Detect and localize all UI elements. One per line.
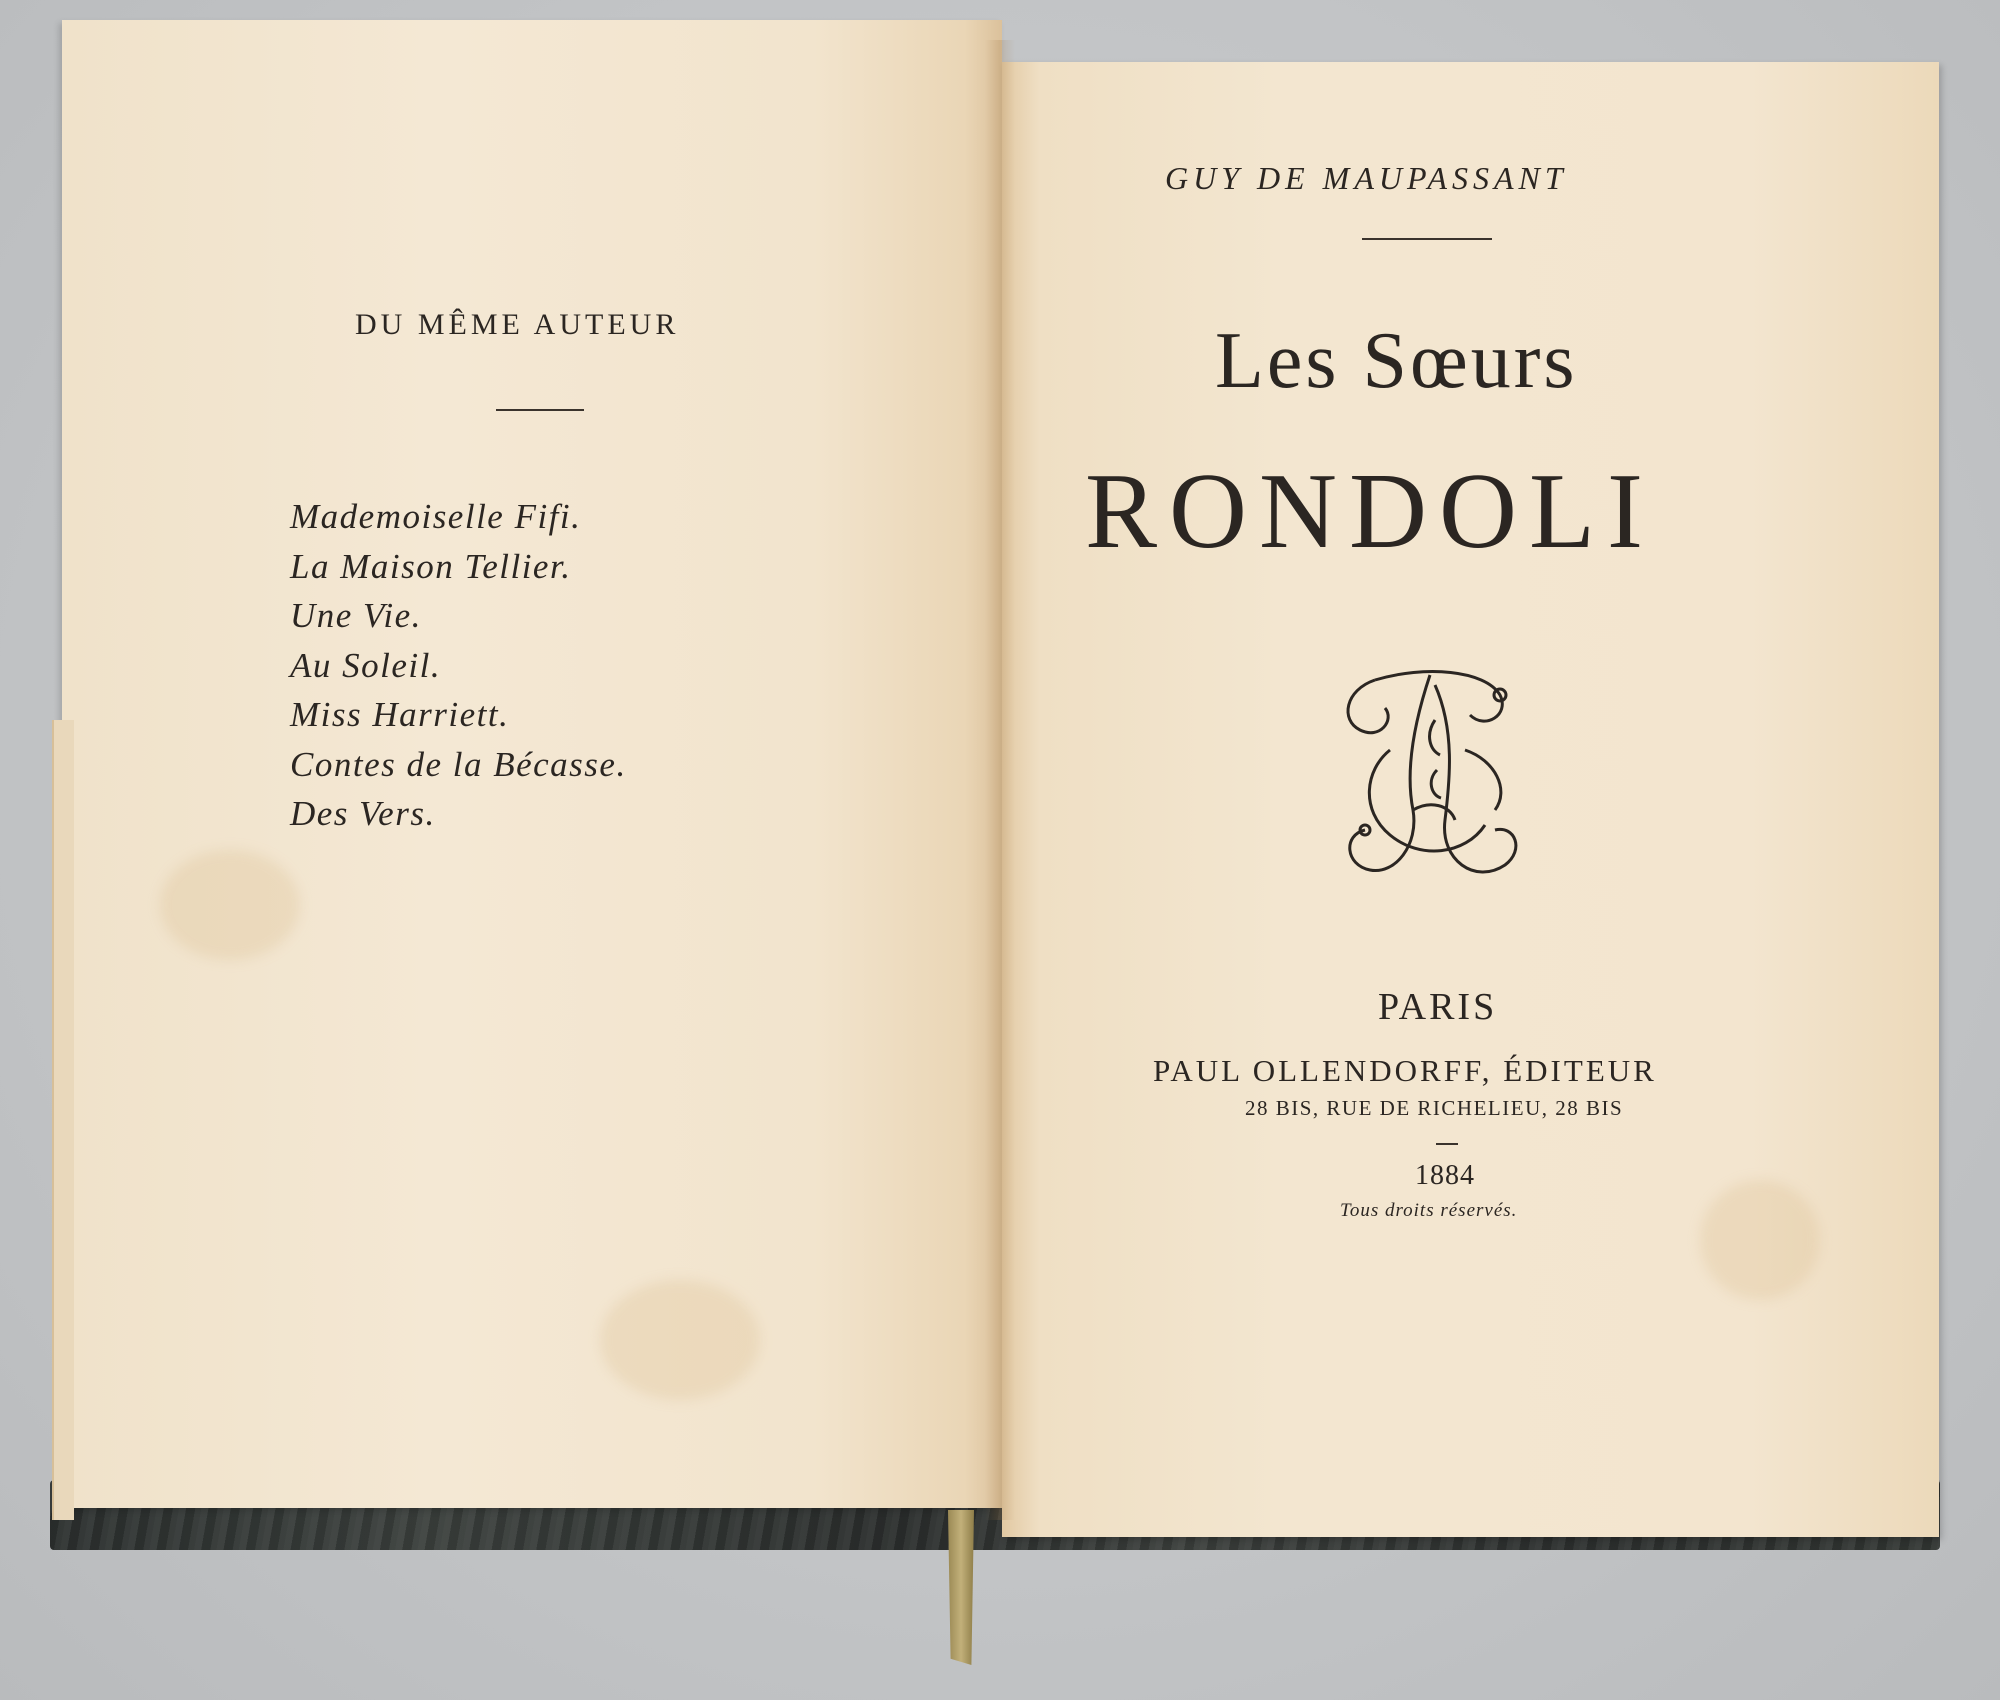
list-item: Miss Harriett. bbox=[290, 695, 510, 734]
publisher-name: PAUL OLLENDORFF, ÉDITEUR bbox=[1153, 1053, 1657, 1088]
list-item: Mademoiselle Fifi. bbox=[290, 497, 582, 536]
publisher-monogram-icon bbox=[1335, 660, 1525, 895]
list-item: Des Vers. bbox=[290, 794, 436, 833]
bookmark-ribbon bbox=[948, 1510, 974, 1665]
list-item: Au Soleil. bbox=[290, 645, 442, 685]
left-page-rule bbox=[496, 409, 584, 411]
paper-stain bbox=[600, 1280, 760, 1400]
list-item: La Maison Tellier. bbox=[290, 546, 572, 586]
title-line-1: Les Sœurs bbox=[1215, 317, 1578, 405]
book-gutter bbox=[985, 40, 1015, 1520]
paper-stain bbox=[1700, 1180, 1820, 1300]
publisher-address: 28 BIS, RUE DE RICHELIEU, 28 BIS bbox=[1245, 1096, 1624, 1120]
rights-notice: Tous droits réservés. bbox=[1340, 1200, 1518, 1221]
title-line-2: RONDOLI bbox=[1085, 452, 1655, 571]
publication-year: 1884 bbox=[1415, 1160, 1475, 1191]
left-page-heading: DU MÊME AUTEUR bbox=[355, 308, 680, 341]
address-rule bbox=[1436, 1143, 1458, 1145]
author-rule bbox=[1362, 238, 1492, 240]
works-list bbox=[290, 492, 627, 839]
publication-city: PARIS bbox=[1378, 986, 1498, 1028]
paper-stain bbox=[160, 850, 300, 960]
list-item: Une Vie. bbox=[290, 596, 422, 635]
list-item: Contes de la Bécasse. bbox=[290, 744, 627, 784]
author-name: GUY DE MAUPASSANT bbox=[1165, 160, 1568, 196]
